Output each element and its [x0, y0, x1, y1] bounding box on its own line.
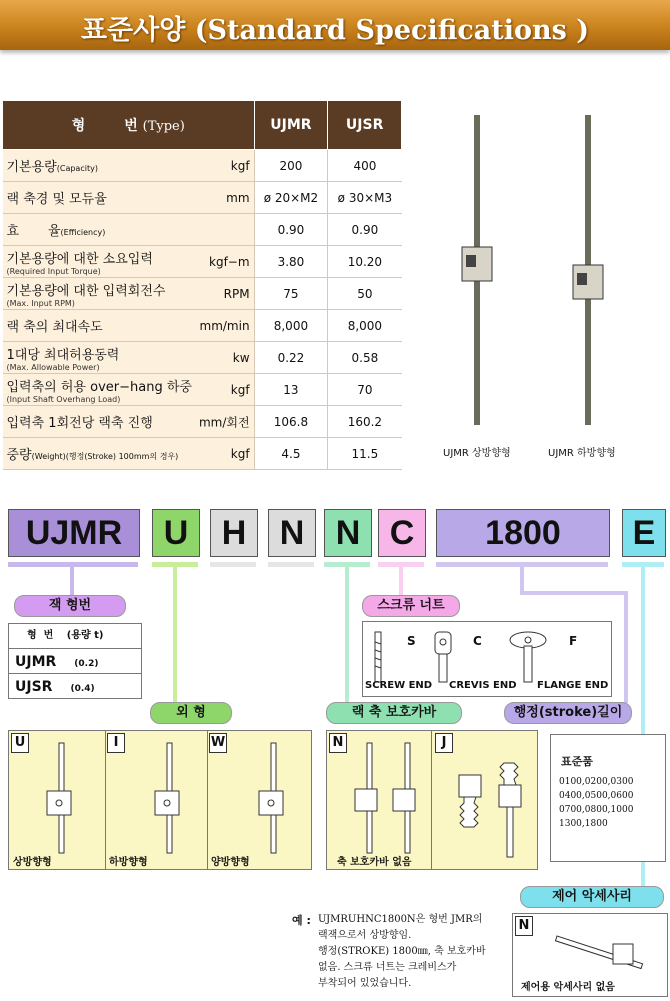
- code-model: UJMR: [8, 509, 140, 557]
- example-text: [318, 912, 486, 992]
- spec-unit: kgf: [230, 158, 250, 173]
- spec-value-ujmr: 0.90: [254, 214, 328, 246]
- cover-panel: [326, 730, 538, 870]
- type-header-ko: 형 번: [71, 118, 138, 134]
- model-head-type: 형 번: [27, 630, 54, 641]
- spec-label: 입력축 1회전당 랙축 진행: [6, 416, 153, 431]
- spec-label: 기본용량: [6, 160, 57, 175]
- spec-label-cell: [3, 278, 255, 310]
- spec-label: 기본용량에 대한 입력회전수: [6, 283, 166, 299]
- control-drawing: [553, 924, 663, 974]
- line-shape: [173, 567, 177, 702]
- spec-label-cell: [3, 310, 255, 342]
- shape-label: 외 형: [150, 702, 232, 724]
- spec-unit: kgf: [230, 446, 250, 461]
- example-line: 랙잭으로서 상방향임.: [318, 930, 412, 941]
- screw-end-icon: [375, 632, 381, 682]
- col-ujmr: UJMR: [254, 101, 328, 150]
- spec-label: 1대당 최대허용동력: [6, 347, 120, 363]
- screw-nut-label: 스크류 너트: [362, 595, 460, 617]
- stroke-std-title: 표준품: [561, 755, 593, 768]
- model-panel-head: [9, 624, 141, 649]
- housing-right-detail: [577, 273, 587, 285]
- model-label: 잭 형번: [14, 595, 126, 617]
- model-rows: [9, 649, 141, 698]
- screw-letter-s: S: [407, 634, 416, 648]
- spec-row: [3, 406, 402, 438]
- spec-value-ujmr: 13: [254, 374, 328, 406]
- control-label: 제어 악세사리: [520, 886, 664, 908]
- spec-header-row: [3, 101, 402, 150]
- cover-letter-j: J: [435, 733, 453, 753]
- model-cap: (0.2): [74, 659, 99, 669]
- title-banner: [0, 0, 670, 50]
- code-screw-nut: C: [378, 509, 426, 557]
- spec-value-ujmr: 0.22: [254, 342, 328, 374]
- example-line: 없음. 스크류 너트는 크레비스가: [318, 962, 457, 973]
- spec-label: 랙 축경 및 모듀율: [6, 192, 107, 207]
- spec-unit: RPM: [223, 286, 250, 301]
- type-header: [3, 101, 255, 150]
- spec-table: [2, 100, 402, 470]
- line-stroke-b: [520, 591, 628, 595]
- spec-value-ujsr: 400: [328, 150, 402, 182]
- screw-nut-panel: [362, 621, 612, 697]
- cover-label: 랙 축 보호카바: [326, 702, 462, 724]
- shape-letter-i: I: [107, 733, 125, 753]
- crevis-end-icon: [435, 632, 451, 682]
- code-control: E: [622, 509, 666, 557]
- spec-value-ujsr: ø 30×M3: [328, 182, 402, 214]
- bar-n1: [268, 562, 314, 567]
- spec-label: 랙 축의 최대속도: [6, 320, 103, 335]
- code-cover: N: [324, 509, 372, 557]
- stroke-panel: [550, 734, 666, 862]
- spec-value-ujmr: 4.5: [254, 438, 328, 470]
- spec-row: [3, 438, 402, 470]
- spec-label-cell: [3, 438, 255, 470]
- spec-label-inline-en: (Weight)(행정(Stroke) 100mm의 경우): [31, 452, 179, 461]
- spec-label-cell: [3, 374, 255, 406]
- spec-row: [3, 246, 402, 278]
- shape-w-icon: [259, 743, 283, 853]
- screw-caption-f: FLANGE END: [537, 680, 609, 691]
- bar-h: [210, 562, 256, 567]
- spec-row: [3, 342, 402, 374]
- col-ujsr: UJSR: [328, 101, 402, 150]
- spec-value-ujmr: 3.80: [254, 246, 328, 278]
- example-line: UJMRUHNC1800N은 형번 JMR의: [318, 914, 483, 925]
- model-name: UJMR: [15, 654, 57, 670]
- line-model: [70, 567, 74, 595]
- spec-value-ujsr: 0.58: [328, 342, 402, 374]
- shape-caption-u: 상방향형: [13, 857, 52, 868]
- spec-value-ujmr: 8,000: [254, 310, 328, 342]
- example-line: 행정(STROKE) 1800㎜, 축 보호카바: [318, 946, 486, 957]
- spec-value-ujmr: ø 20×M2: [254, 182, 328, 214]
- stroke-std-item: 0700,0800,1000: [559, 805, 634, 815]
- cover-letter-n: N: [329, 733, 347, 753]
- spec-label-cell: [3, 406, 255, 438]
- shape-u-icon: [47, 743, 71, 853]
- code-h: H: [210, 509, 258, 557]
- code-shape: U: [152, 509, 200, 557]
- shape-panel: [8, 730, 312, 870]
- spec-row: [3, 374, 402, 406]
- photo-caption-up: UJMR 상방향형: [443, 448, 511, 459]
- spec-row: [3, 278, 402, 310]
- model-row: [9, 674, 141, 698]
- stroke-std-list: [559, 775, 633, 831]
- spec-unit: mm/회전: [198, 415, 250, 429]
- shape-letter-w: W: [209, 733, 227, 753]
- spec-row: [3, 310, 402, 342]
- screw-caption-c: CREVIS END: [449, 680, 517, 691]
- example-line: 부착되어 있었습니다.: [318, 978, 412, 989]
- spec-value-ujsr: 10.20: [328, 246, 402, 278]
- spec-row: [3, 150, 402, 182]
- control-panel: [512, 913, 668, 997]
- spec-label-en: (Max. Allowable Power): [6, 362, 100, 372]
- spec-label-cell: [3, 214, 255, 246]
- stroke-std-item: 1300,1800: [559, 819, 608, 829]
- spec-unit: kw: [232, 350, 250, 365]
- shape-caption-i: 하방향형: [109, 857, 148, 868]
- model-row: [9, 649, 141, 674]
- cover-n-icon: [355, 743, 415, 853]
- control-caption: 제어용 악세사리 없음: [521, 982, 615, 993]
- line-screw: [399, 567, 403, 595]
- page-title: 표준사양 (Standard Specifications ): [80, 15, 590, 46]
- screw-caption-s: SCREW END: [365, 680, 433, 691]
- spec-value-ujmr: 75: [254, 278, 328, 310]
- example-prefix: 예 :: [292, 914, 311, 927]
- line-cover: [345, 567, 349, 702]
- spec-unit: kgf: [230, 382, 250, 397]
- screw-letter-c: C: [473, 634, 482, 648]
- spec-value-ujsr: 160.2: [328, 406, 402, 438]
- code-stroke: 1800: [436, 509, 610, 557]
- spec-unit: mm: [226, 190, 250, 205]
- spec-value-ujmr: 200: [254, 150, 328, 182]
- spec-value-ujmr: 106.8: [254, 406, 328, 438]
- spec-value-ujsr: 11.5: [328, 438, 402, 470]
- cover-drawings: [327, 731, 537, 869]
- stroke-label: 행정(stroke)길이: [504, 702, 632, 724]
- spec-label: 중량: [6, 448, 32, 463]
- control-letter-n: N: [515, 916, 533, 936]
- shape-drawings: [9, 731, 311, 869]
- spec-label: 입력축의 허용 over−hang 하중: [6, 379, 192, 395]
- spec-label-cell: [3, 150, 255, 182]
- model-cap: (0.4): [70, 684, 95, 694]
- spec-label-cell: [3, 182, 255, 214]
- shape-i-icon: [155, 743, 179, 853]
- code-n1: N: [268, 509, 316, 557]
- spec-label-en: (Max. Input RPM): [6, 298, 75, 308]
- spec-label-inline-en: (Capacity): [56, 164, 98, 173]
- line-stroke-c: [624, 591, 628, 703]
- stroke-std-item: 0100,0200,0300: [559, 777, 634, 787]
- stroke-std-item: 0400,0500,0600: [559, 791, 634, 801]
- product-photos: [440, 115, 640, 435]
- spec-value-ujsr: 8,000: [328, 310, 402, 342]
- spec-label-inline-en: (Efficiency): [60, 228, 106, 237]
- spec-label-en: (Required Input Torque): [6, 266, 101, 276]
- model-panel: [8, 623, 142, 699]
- spec-row: [3, 182, 402, 214]
- spec-label-en: (Input Shaft Overhang Load): [6, 394, 121, 404]
- spec-unit: kgf−m: [209, 254, 250, 269]
- shape-caption-w: 양방향형: [211, 857, 250, 868]
- spec-label: 기본용량에 대한 소요입력: [6, 251, 153, 267]
- housing-left-detail: [466, 255, 476, 267]
- photo-caption-down: UJMR 하방향형: [548, 448, 616, 459]
- spec-value-ujsr: 0.90: [328, 214, 402, 246]
- model-name: UJSR: [15, 679, 53, 695]
- shape-letter-u: U: [11, 733, 29, 753]
- spec-label-cell: [3, 246, 255, 278]
- model-head-cap: (용량 t): [66, 630, 104, 641]
- spec-unit: mm/min: [199, 318, 250, 333]
- flange-end-icon: [510, 632, 546, 682]
- type-header-en: (Type): [142, 119, 185, 134]
- spec-value-ujsr: 50: [328, 278, 402, 310]
- spec-label-cell: [3, 342, 255, 374]
- spec-value-ujsr: 70: [328, 374, 402, 406]
- spec-label: 효 율: [6, 224, 61, 239]
- spec-row: [3, 214, 402, 246]
- cover-j-icon: [459, 763, 521, 857]
- cover-caption-n: 축 보호카바 없음: [337, 857, 412, 868]
- screw-letter-f: F: [569, 634, 578, 648]
